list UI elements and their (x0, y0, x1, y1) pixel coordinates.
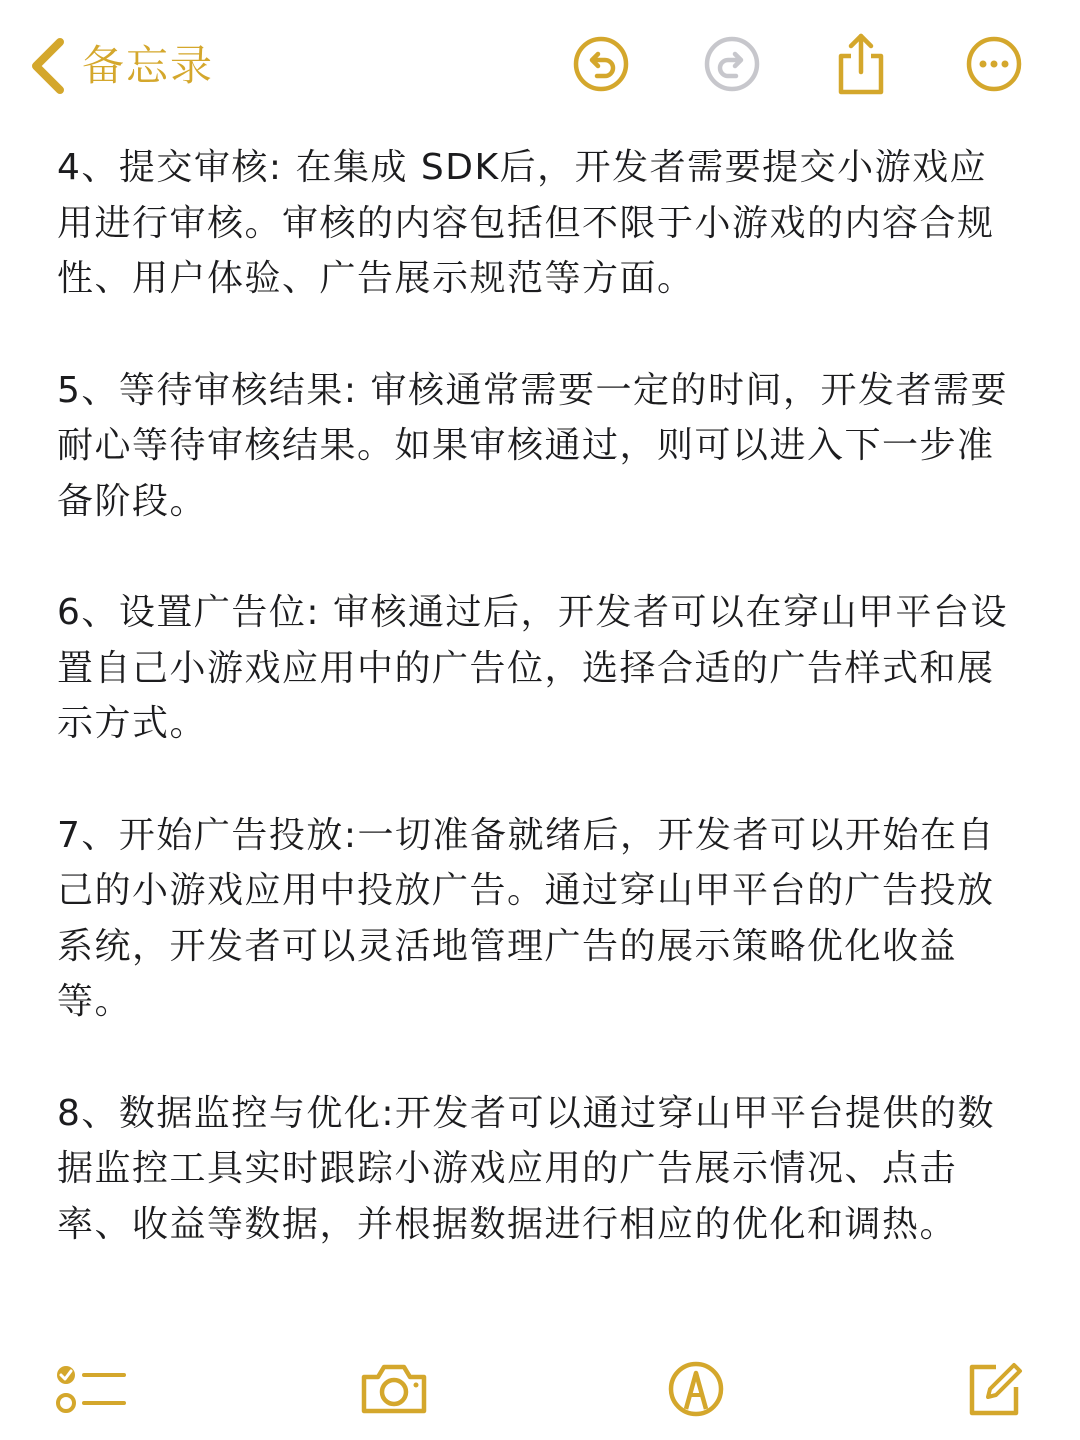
navigation-bar (0, 0, 1080, 130)
undo-icon (571, 34, 631, 98)
note-paragraph: 6、设置广告位: 审核通过后，开发者可以在穿山甲平台设置自己小游戏应用中的广告位，选择合适的广告样式和展示方式。 (57, 592, 1008, 744)
checklist-button[interactable] (54, 1353, 130, 1429)
note-paragraph: 4、提交审核: 在集成 SDK后，开发者需要提交小游戏应用进行审核。审核的内容包括但不限于小游戏的内容合规性、用户体验、广告展示规范等方面。 (57, 147, 995, 299)
markup-pen-icon (666, 1359, 726, 1423)
back-label: 备忘录 (82, 41, 215, 90)
share-icon (831, 32, 891, 100)
compose-icon (962, 1357, 1026, 1425)
undo-button[interactable] (569, 34, 633, 98)
camera-icon (358, 1361, 430, 1421)
share-button[interactable] (829, 34, 893, 98)
note-paragraph: 5、等待审核结果: 审核通常需要一定的时间，开发者需要耐心等待审核结果。如果审核通过，则可以进入下一步准备阶段。 (57, 369, 1008, 522)
markup-button[interactable] (658, 1353, 734, 1429)
checklist-icon (54, 1361, 130, 1421)
back-button[interactable] (28, 34, 214, 98)
camera-button[interactable] (356, 1353, 432, 1429)
redo-button[interactable] (700, 34, 764, 98)
note-paragraph: 8、数据监控与优化:开发者可以通过穿山甲平台提供的数据监控工具实时跟踪小游戏应用的广告展示情况、点击率、收益等数据，并根据数据进行相应的优化和调热。 (57, 1092, 996, 1245)
more-icon (964, 34, 1024, 98)
bottom-toolbar (0, 1345, 1080, 1440)
redo-icon (702, 34, 762, 98)
note-body[interactable] (57, 140, 1022, 1308)
more-button[interactable] (962, 34, 1026, 98)
chevron-left-icon (28, 36, 68, 96)
compose-button[interactable] (956, 1353, 1032, 1429)
note-paragraph: 7、开始广告投放:一切准备就绪后，开发者可以开始在自己的小游戏应用中投放广告。通过穿山甲平台的广告投放系统，开发者可以灵活地管理广告的展示策略优化收益等。 (57, 814, 996, 1022)
